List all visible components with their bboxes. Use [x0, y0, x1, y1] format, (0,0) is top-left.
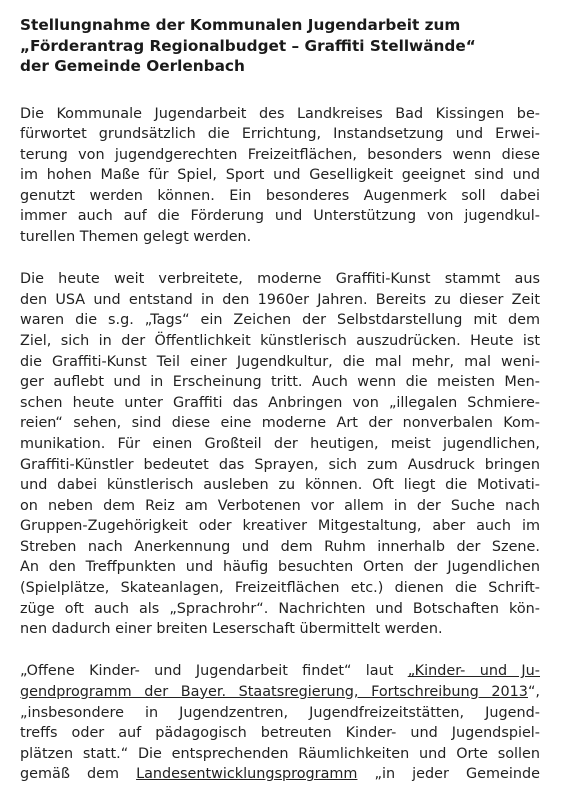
text-line: immer auch auf die Förderung und Unterstützung von jugendkul-: [20, 208, 540, 225]
youth-program-link-continued[interactable]: gendprogramm der Bayer. Staatsregierung, Fortschreibung 2013: [20, 683, 528, 700]
state-development-program-link[interactable]: Landesentwicklungsprogramm: [136, 766, 358, 783]
text-line: munikation. Für einen Großteil der heutigen, meist jugendlichen,: [20, 435, 540, 452]
text-line: on neben dem Reiz am Verbotenen vor allem in der Suche nach: [20, 497, 540, 514]
title-line: „Förderantrag Regionalbudget – Graffiti Stellwände“: [20, 36, 476, 55]
document-page: [20, 15, 540, 806]
text-fragment: gemäß dem: [20, 766, 137, 783]
text-line: [20, 764, 540, 785]
text-line: Ziel, sich in der Öffentlichkeit künstlerisch auszudrücken. Heute ist: [20, 332, 540, 349]
text-line: plätzen statt.“ Die entsprechenden Räumlichkeiten und Orte sollen: [20, 745, 540, 762]
text-line: reien“ sehen, sind diese eine moderne Art der nonverbalen Kom-: [20, 415, 540, 432]
text-line: [20, 682, 540, 703]
text-line: die Graffiti-Kunst Teil einer Jugendkultur, die mal mehr, mal weni-: [20, 353, 540, 370]
text-line: Die heute weit verbreitete, moderne Graffiti-Kunst stammt aus: [20, 271, 540, 288]
text-line: Die Kommunale Jugendarbeit des Landkreises Bad Kissingen be-: [20, 105, 540, 122]
text-line: An den Treffpunkten und häufig besuchten Orten der Jugendlichen: [20, 559, 540, 576]
text-line: den USA und entstand in den 1960er Jahren. Bereits zu dieser Zeit: [20, 291, 540, 308]
paragraph-open-youth-work: [20, 661, 540, 785]
text-line: im hohen Maße für Spiel, Sport und Geselligkeit geeignet sind und: [20, 167, 540, 184]
text-fragment: “,: [527, 683, 540, 700]
text-line: Streben nach Anerkennung und dem Ruhm innerhalb der Szene.: [20, 538, 540, 555]
youth-program-link[interactable]: „Kinder- und Ju-: [407, 663, 540, 680]
title-line: Stellungnahme der Kommunalen Jugendarbeit zum: [20, 16, 461, 34]
text-line: schen heute unter Graffiti das Anbringen von „illegalen Schmiere-: [20, 394, 540, 411]
paragraph-graffiti-history: [20, 269, 540, 640]
text-fragment: „Offene Kinder- und Jugendarbeit findet“ laut: [20, 663, 408, 680]
text-line: turellen Themen gelegt werden.: [20, 229, 252, 246]
text-line: (Spielplätze, Skateanlagen, Freizeitflächen etc.) dienen die Schrift-: [20, 580, 540, 597]
text-line: waren die s.g. „Tags“ ein Zeichen der Selbstdarstellung mit dem: [20, 312, 540, 329]
document-title: [20, 15, 540, 77]
text-fragment: „in jeder Gemeinde: [357, 766, 540, 783]
text-line: „insbesondere in Jugendzentren, Jugendfreizeitstätten, Jugend-: [20, 704, 540, 721]
text-line: züge oft auch als „Sprachrohr“. Nachrichten und Botschaften kön-: [20, 600, 540, 617]
title-line: der Gemeinde Oerlenbach: [20, 57, 245, 75]
text-line: und dabei künstlerisch ausleben zu können. Oft liegt die Motivati-: [20, 477, 540, 494]
text-line: genutzt werden können. Ein besonderes Augenmerk soll dabei: [20, 187, 540, 204]
paragraph-intro: [20, 104, 540, 248]
text-line: nen dadurch einer breiten Leserschaft übermittelt werden.: [20, 621, 443, 638]
text-line: Graffiti-Künstler bedeutet das Sprayen, sich zum Ausdruck bringen: [20, 456, 540, 473]
text-line: terung von jugendgerechten Freizeitflächen, besonders wenn diese: [20, 146, 540, 163]
text-line: [20, 661, 540, 682]
text-line: treffs oder auf pädagogisch betreuten Kinder- und Jugendspiel-: [20, 725, 540, 742]
text-line: fürwortet grundsätzlich die Errichtung, Instandsetzung und Erwei-: [20, 126, 540, 143]
text-line: ger auflebt und in Erscheinung tritt. Auch wenn die meisten Men-: [20, 374, 540, 391]
text-line: Gruppen-Zugehörigkeit oder kreativer Mitgestaltung, aber auch im: [20, 518, 540, 535]
